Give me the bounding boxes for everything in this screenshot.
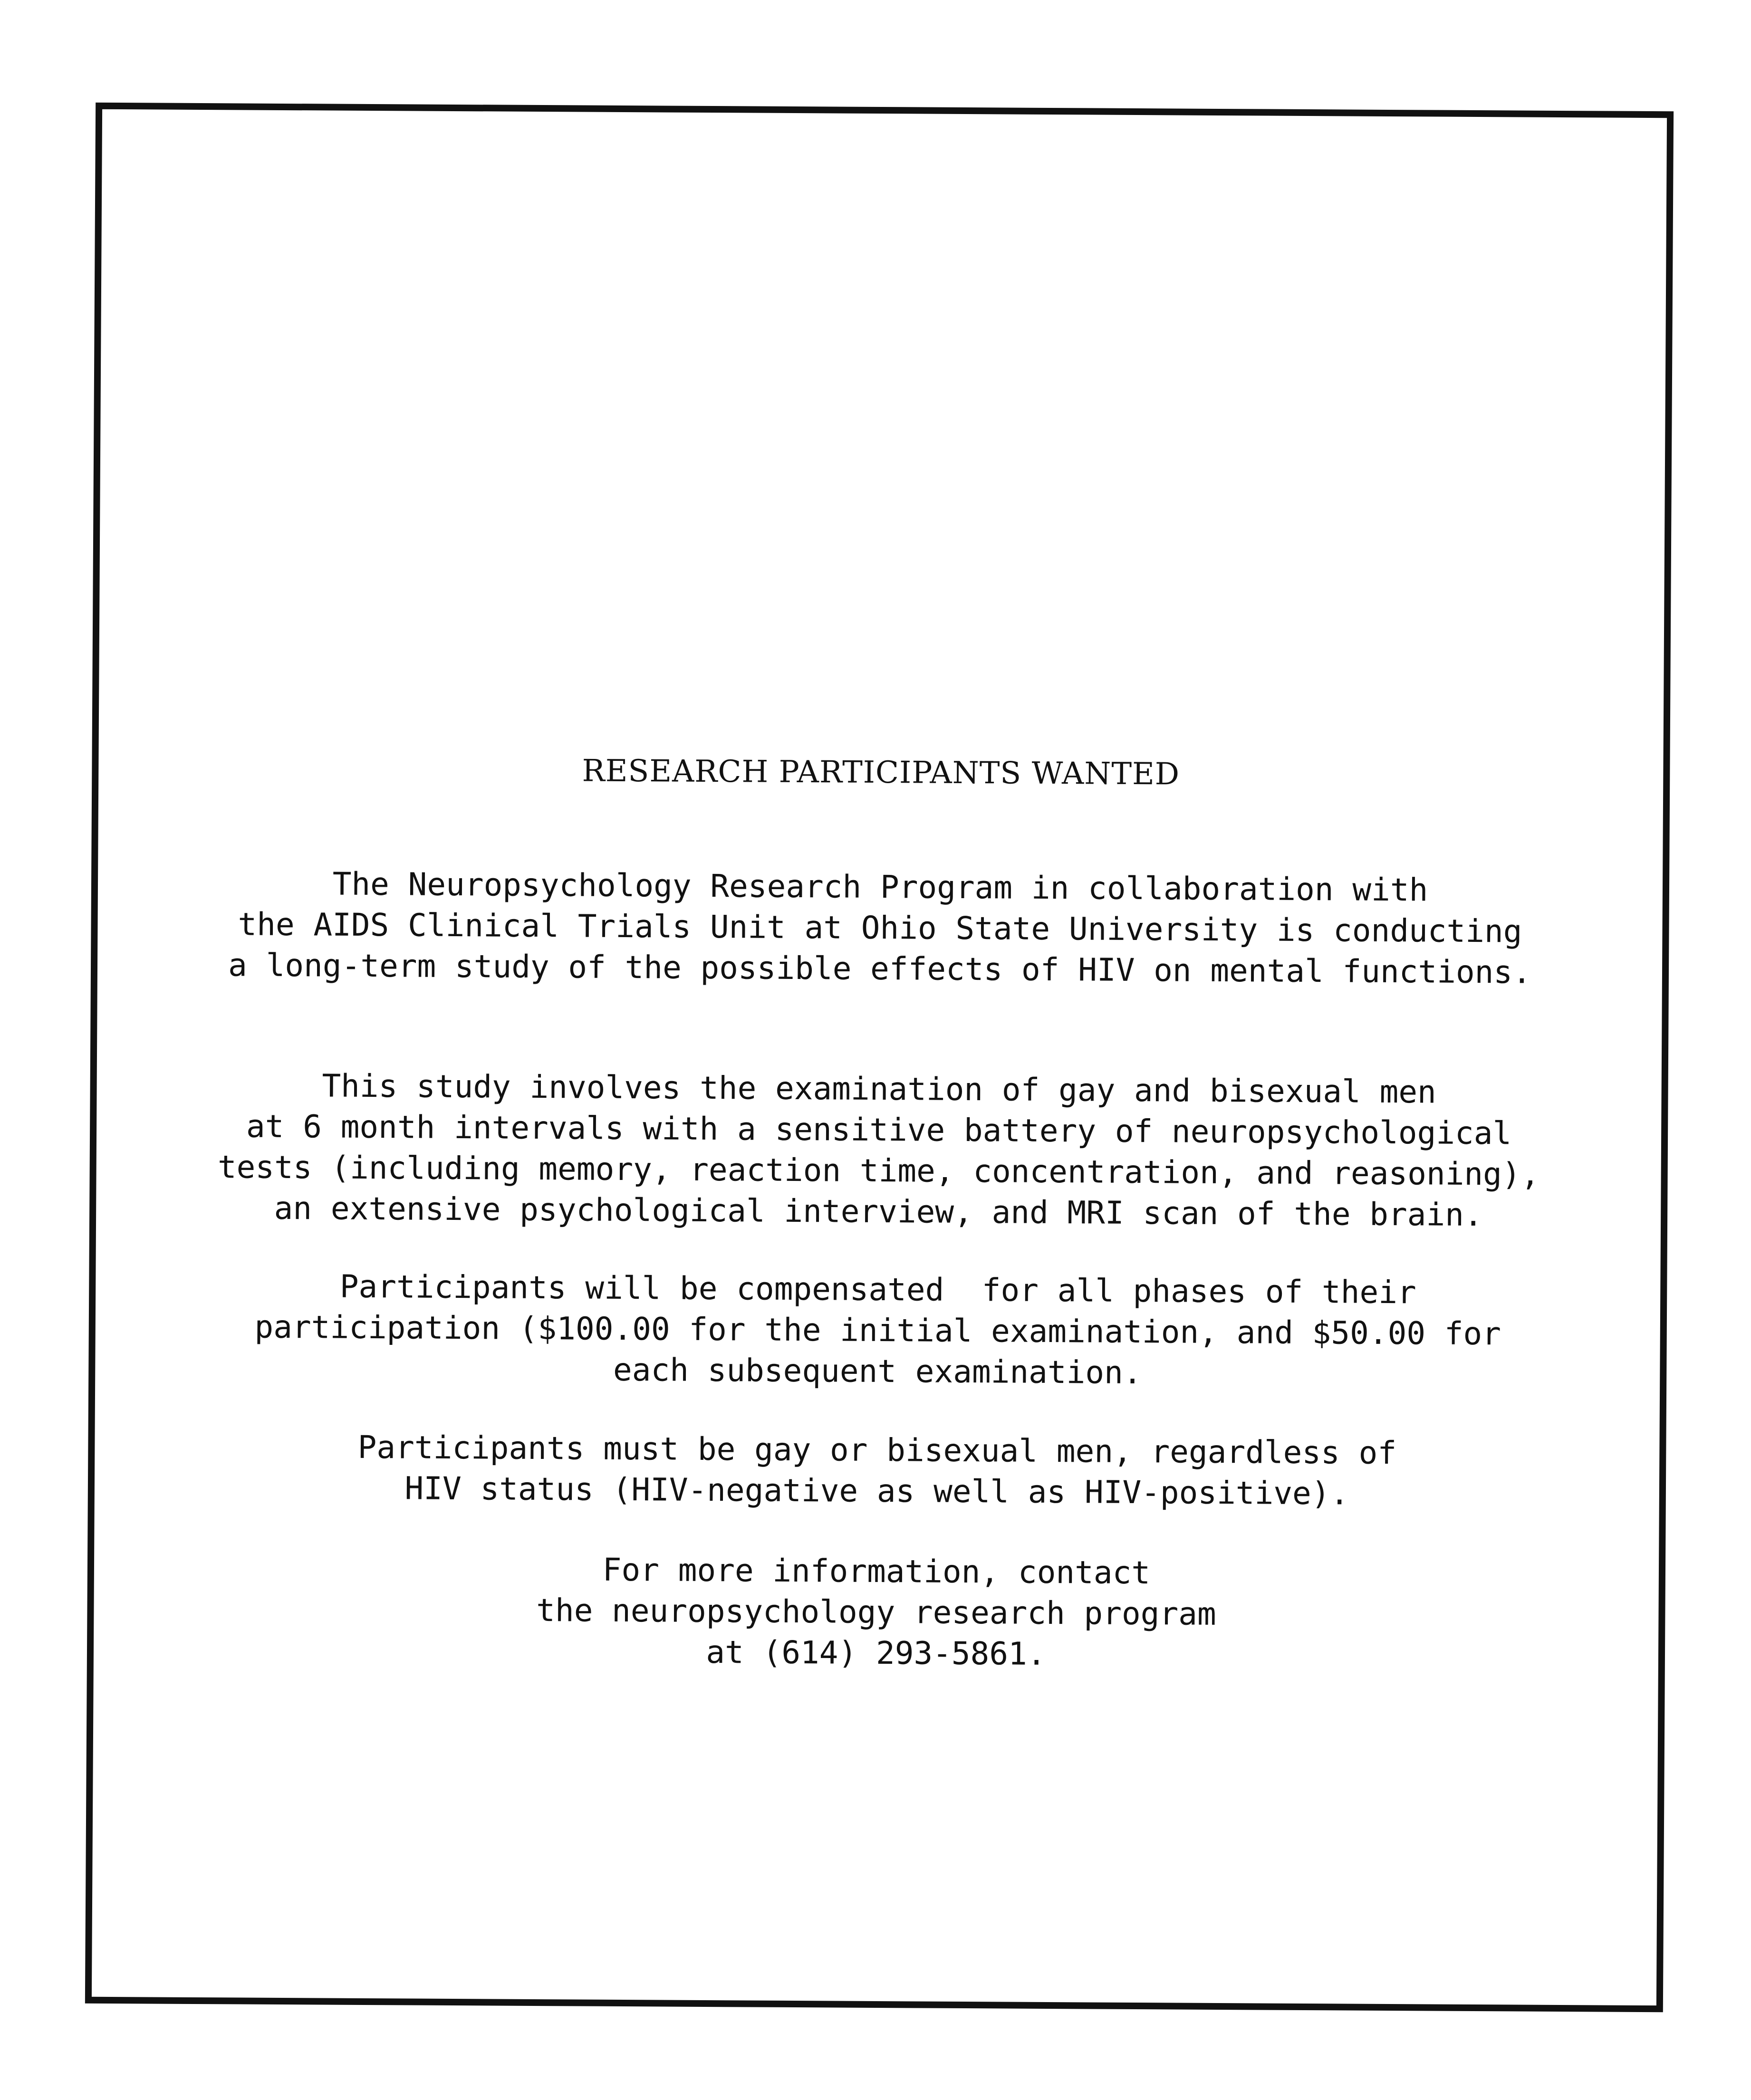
paragraph-study-overview — [97, 863, 1663, 994]
text-line: each subsequent examination. — [613, 1351, 1142, 1391]
paragraph-study-procedure — [96, 1064, 1662, 1237]
text-line: participation ($100.00 for the initial examination, and $50.00 for — [254, 1308, 1501, 1352]
text-line: This study involves the examination of gay and bisexual men — [322, 1067, 1437, 1111]
text-line: at 6 month intervals with a sensitive battery of neuropsychological — [246, 1108, 1512, 1152]
text-line: For more information, contact — [602, 1551, 1151, 1592]
text-line: an extensive psychological interview, and MRI scan of the brain. — [274, 1189, 1483, 1234]
paragraph-contact — [94, 1547, 1659, 1678]
text-line: The Neuropsychology Research Program in collaboration with — [332, 865, 1428, 909]
text-line: tests (including memory, reaction time, concentration, and reasoning), — [217, 1149, 1540, 1193]
text-line: Participants must be gay or bisexual men, regardless of — [357, 1429, 1397, 1472]
paragraph-compensation — [95, 1265, 1660, 1396]
page-title: RESEARCH PARTICIPANTS WANTED — [582, 753, 1180, 792]
contact-phone: at (614) 293-5861. — [706, 1633, 1046, 1672]
text-line: a long-term study of the possible effects of HIV on mental functions. — [228, 947, 1532, 991]
text-line: the AIDS Clinical Trials Unit at Ohio State University is conducting — [238, 906, 1522, 950]
paragraph-eligibility — [95, 1426, 1660, 1516]
page-border — [85, 103, 1674, 2012]
text-line: Participants will be compensated for all phases of their — [339, 1268, 1416, 1311]
text-line: HIV status (HIV-negative as well as HIV-positive). — [404, 1470, 1349, 1512]
text-line: the neuropsychology research program — [536, 1592, 1216, 1632]
